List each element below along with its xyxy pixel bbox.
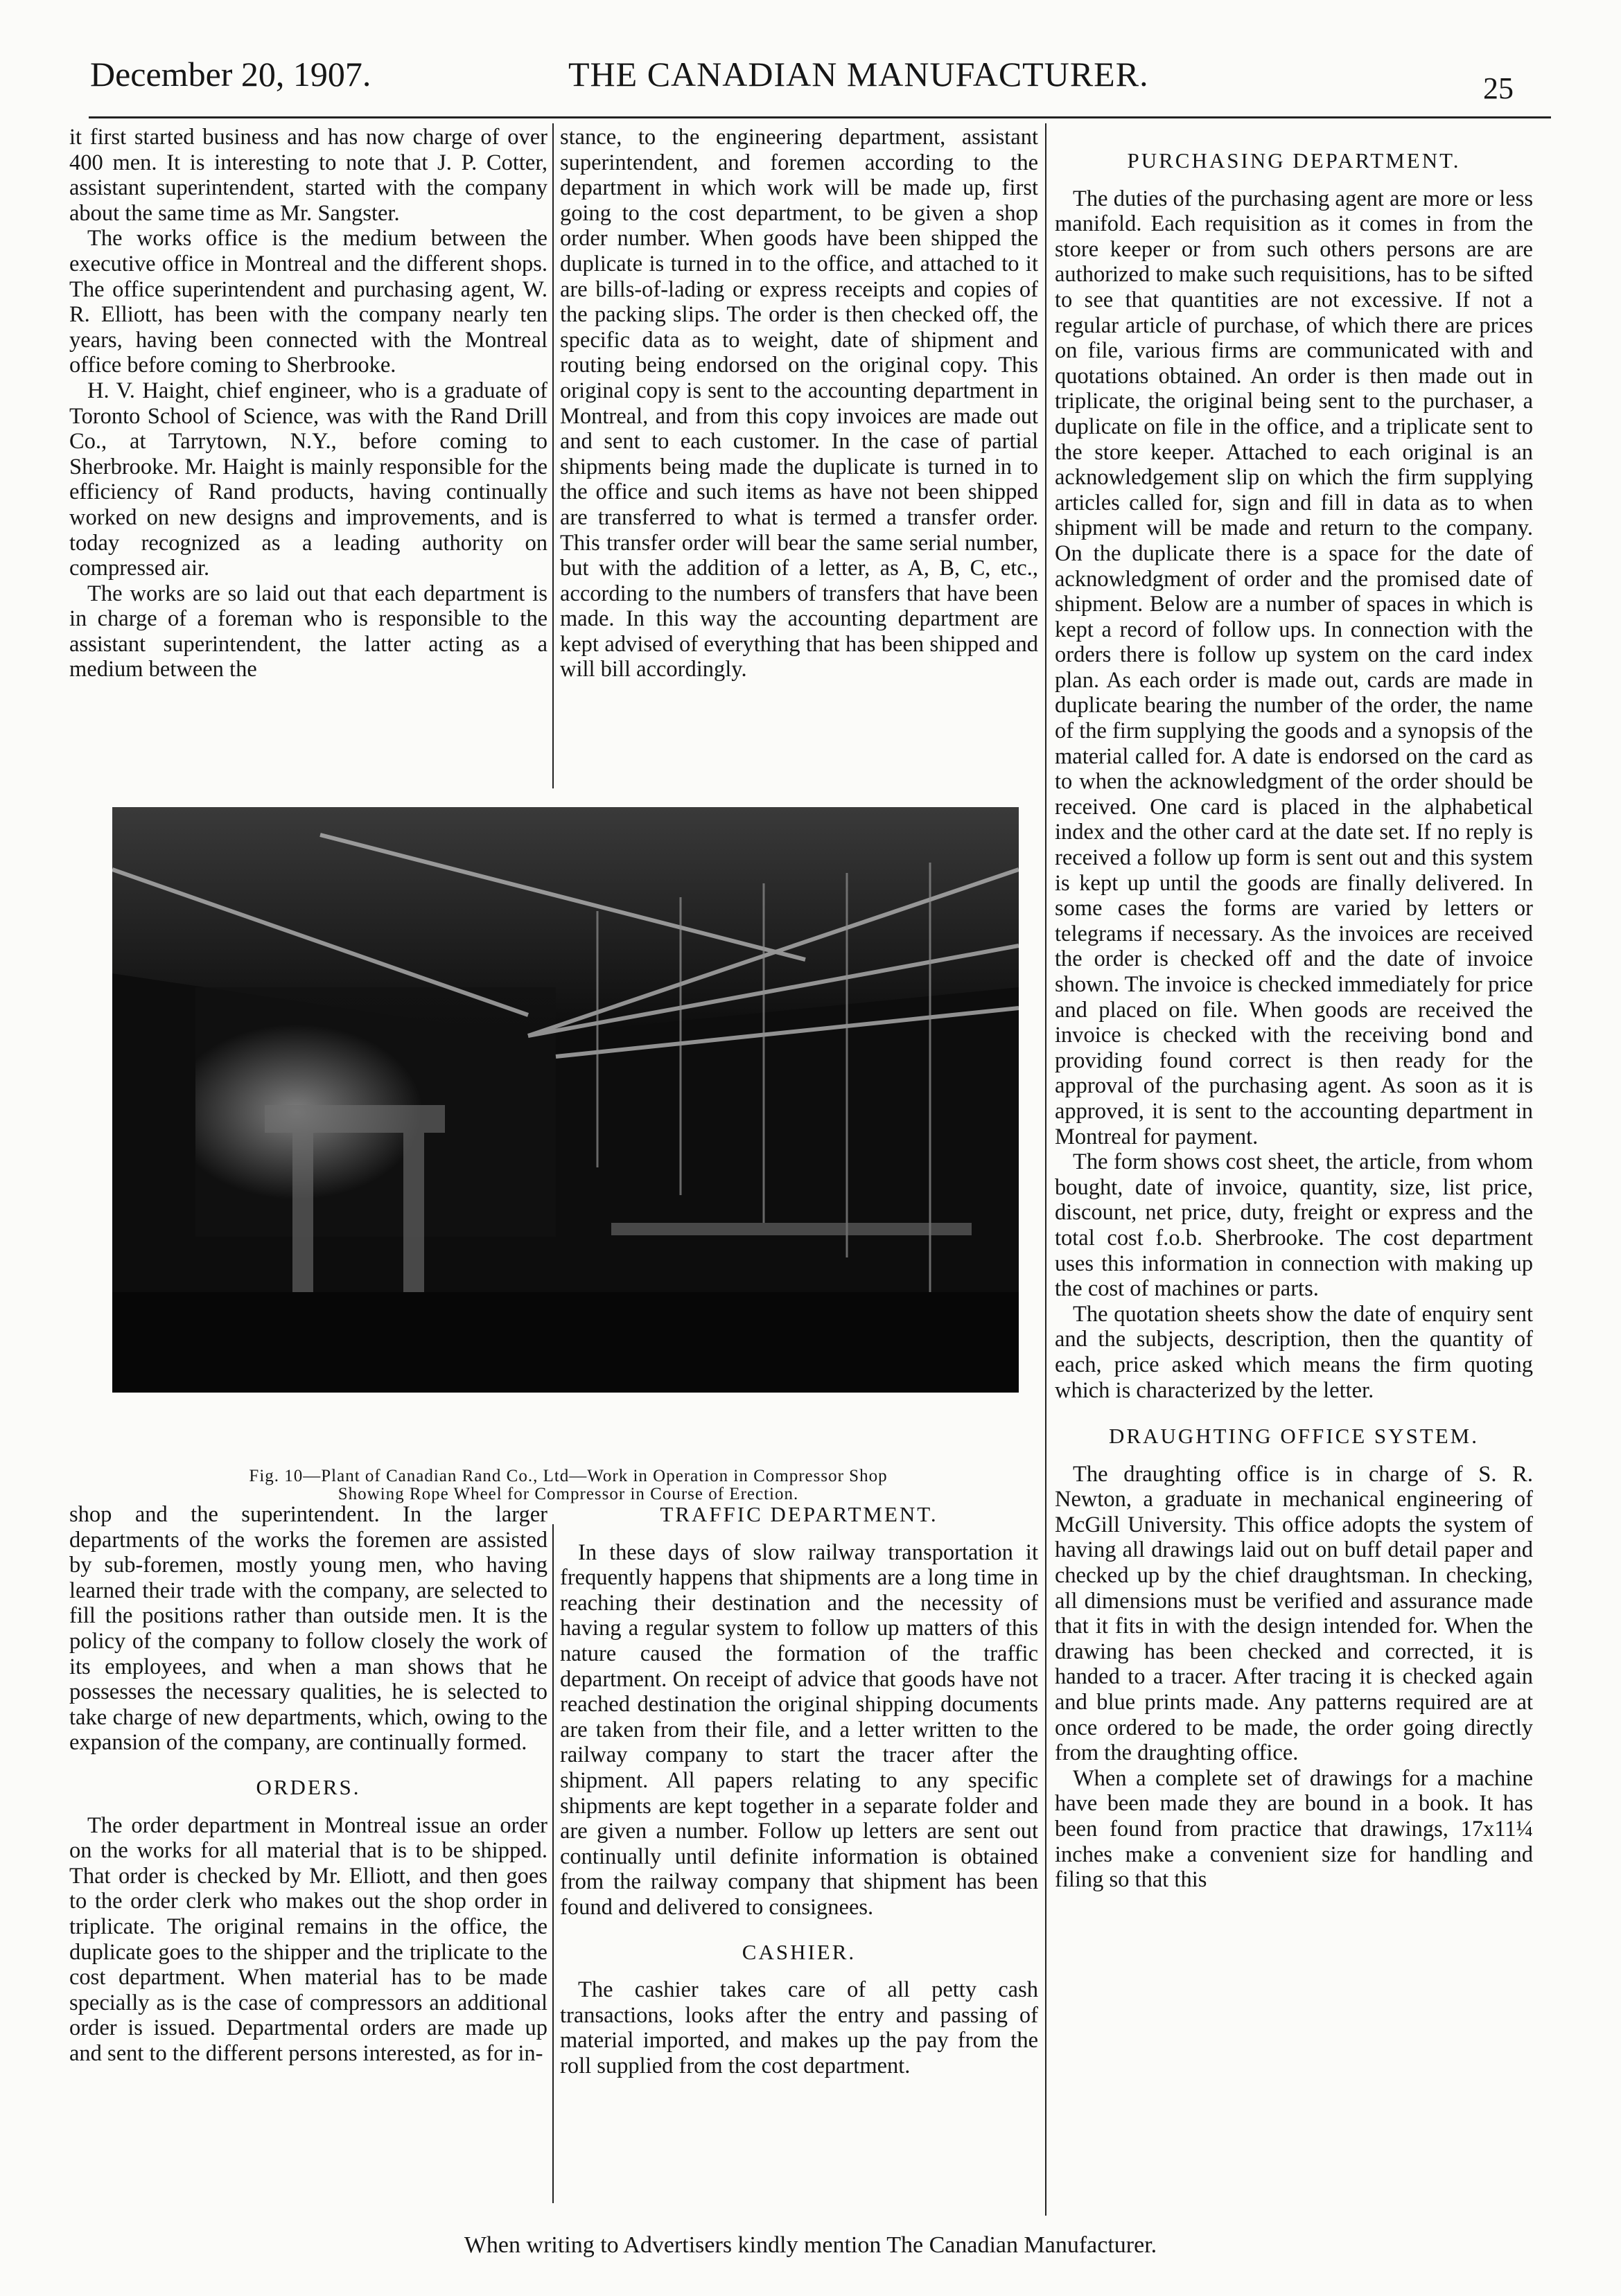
paragraph: H. V. Haight, chief engineer, who is a graduate of Toronto School of Science, was with the Rand Drill Co., at Tarrytown, N.Y., before coming to Sherbrooke. Mr. Haight is mainly responsible for the efficiency of Rand products, having continually worked on new designs and improvements, and is today recognized as a leading authority on compressed air.: [69, 378, 547, 581]
caption-line-1: Fig. 10—Plant of Canadian Rand Co., Ltd—Work in Operation in Compressor Shop: [249, 1467, 888, 1485]
paragraph: When a complete set of drawings for a machine have been made they are bound in a book. It has been found from practice that drawings, 17x11¼ inches make a convenient size for handling and filing so that this: [1055, 1765, 1533, 1893]
figure-caption: [83, 1467, 1053, 1503]
column-divider-2: [1045, 123, 1046, 2216]
paragraph: The duties of the purchasing agent are more or less manifold. Each requisition as it comes in from the store keeper or from such others persons are are authorized to make such requisitions, has to be sifted to see that quantities are not excessive. If not a regular article of purchase, of which there are prices on file, various firms are communicated with and quotations obtained. An order is then made out in triplicate, the original being sent to the purchaser, a duplicate on file in the office, and a triplicate sent to the store keeper. Attached to each original is an acknowledgement slip on which the firm supplying articles called for, sign and fill in data as to when shipment will be made and return to the company. On the duplicate there is a space for the date of acknowledgment of order and the promised date of shipment. Below are a number of spaces in which is kept a record of follow ups. In connection with the orders there is follow up system on the card index plan. As each order is made out, cards are made in duplicate bearing the number of the order, the name of the firm supplying the goods and a synopsis of the material called for. A date is endorsed on the card as to when the acknowledgment of the order should be received. One card is placed in the alphabetical index and the other card at the date set. If no reply is received a follow up form is sent out and this system is kept up until the goods are finally delivered. In some cases the forms are varied by letters or telegrams if necessary. As the invoices are received the order is checked off and the date of invoice shown. The invoice is checked immediately for price and placed on file. When goods are received the invoice is checked with the receiving bond and providing found correct is then ready for the approval of the purchasing agent. As soon as it is approved, it is sent to the accounting department in Montreal for payment.: [1055, 186, 1533, 1149]
paragraph: it first started business and has now charge of over 400 men. It is interesting to note that J. P. Cotter, assistant superintendent, started with the company about the same time as Mr. Sangster.: [69, 125, 547, 226]
issue-date: December 20, 1907.: [90, 55, 371, 94]
advertiser-footer: When writing to Advertisers kindly mention The Canadian Manufacturer.: [464, 2232, 1157, 2258]
paragraph: stance, to the engineering department, assistant superintendent, and foremen according to the department in which work will be made up, first going to the cost department, to be given a shop order number. When goods have been shipped the duplicate is turned in to the office, and attached to it are bills-of-lading or express receipts and copies of the packing slips. The order is then checked off, the specific data as to weight, date of shipment and routing being endorsed on the original copy. This original copy is sent to the accounting department in Montreal, and from this copy invoices are made out and sent to each customer. In the case of partial shipments being made the duplicate is turned in to the office and such items as have not been shipped are transferred to what is termed a transfer order. This transfer order will bear the same serial number, but with the addition of a letter, as A, B, C, etc., according to the numbers of transfers that have been made. In this way the accounting department are kept advised of everything that has been shipped and will bill accordingly.: [560, 125, 1038, 682]
draughting-heading: DRAUGHTING OFFICE SYSTEM.: [1108, 1424, 1479, 1449]
column-divider-3: [552, 1524, 554, 2203]
orders-heading: ORDERS.: [256, 1774, 361, 1799]
paragraph: The works are so laid out that each department is in charge of a foreman who is responsible to the assistant superintendent, the latter acting as a medium between the: [69, 581, 547, 682]
paragraph: The quotation sheets show the date of enquiry sent and the subjects, description, then the quantity of each, price asked which means the firm quoting which is characterized by the letter.: [1055, 1301, 1533, 1403]
purchasing-heading: PURCHASING DEPARTMENT.: [1127, 148, 1461, 173]
traffic-heading: TRAFFIC DEPARTMENT.: [660, 1502, 938, 1526]
factory-interior-image: [112, 807, 1019, 1393]
paragraph: The works office is the medium between the executive office in Montreal and the different shops. The office superintendent and purchasing agent, W. R. Elliott, has been with the company nearly ten years, having been connected with the Montreal office before coming to Sherbrooke.: [69, 226, 547, 378]
column-1-bottom: [69, 1502, 547, 2066]
paragraph: The cashier takes care of all petty cash transactions, looks after the entry and passing of material imported, and makes up the pay from the roll supplied from the cost department.: [560, 1977, 1038, 2078]
header-rule: [89, 116, 1551, 118]
caption-line-2: Showing Rope Wheel for Compressor in Course of Erection.: [338, 1485, 799, 1503]
column-2-top: [560, 125, 1038, 682]
cashier-heading: CASHIER.: [742, 1939, 857, 1964]
column-1-top: [69, 125, 547, 682]
column-3: [1055, 139, 1533, 1893]
column-2-bottom: [560, 1502, 1038, 2078]
paragraph: In these days of slow railway transportation it frequently happens that shipments are a long time in reaching their destination and the necessity of having a regular system to follow up matters of this nature caused the formation of the traffic department. On receipt of advice that goods have not reached destination the original shipping documents are taken from their file, and a letter written to the railway company to start the tracer after the shipment. All papers relating to any specific shipments are kept together in a separate folder and are given a number. Follow up letters are sent out continually until definite information is obtained from the railway company that shipment has been found and delivered to consignees.: [560, 1539, 1038, 1920]
page-number: 25: [1483, 71, 1514, 105]
column-divider-1: [552, 123, 554, 788]
compressor-shop-photo: [112, 807, 1019, 1393]
paragraph: The order department in Montreal issue an order on the works for all material that is to be shipped. That order is checked by Mr. Elliott, and then goes to the order clerk who makes out the shop order in triplicate. The original remains in the office, the duplicate goes to the shipper and the triplicate to the cost department. When material has to be made specially as is the case of compressors an additional order is issued. Departmental orders are made up and sent to the different persons interested, as for in-: [69, 1812, 547, 2066]
page-header: [90, 54, 1545, 116]
paragraph: shop and the superintendent. In the larger departments of the works the foremen are assisted by sub-foremen, mostly young men, who having learned their trade with the company, are selected to fill the positions rather than outside men. It is the policy of the company to follow closely the work of its employees, and when a man shows that he possesses the necessary qualities, he is selected to take charge of new departments, which, owing to the expansion of the company, are continually formed.: [69, 1502, 547, 1756]
journal-title: THE CANADIAN MANUFACTURER.: [568, 55, 1149, 94]
paragraph: The form shows cost sheet, the article, from whom bought, date of invoice, quantity, size, list price, discount, net price, duty, freight or express and the total cost f.o.b. Sherbrooke. The cost department uses this information in connection with making up the cost of machines or parts.: [1055, 1149, 1533, 1302]
paragraph: The draughting office is in charge of S. R. Newton, a graduate in mechanical engineering of McGill University. This office adopts the system of having all drawings laid out on buff detail paper and checked up by the chief draughtsman. In checking, all dimensions must be verified and assurance made that it fits in with the design intended for. When the drawing has been checked and corrected, it is handed to a tracer. After tracing it is checked again and blue prints made. Any patterns required are at once ordered to be made, the order going directly from the draughting office.: [1055, 1461, 1533, 1766]
